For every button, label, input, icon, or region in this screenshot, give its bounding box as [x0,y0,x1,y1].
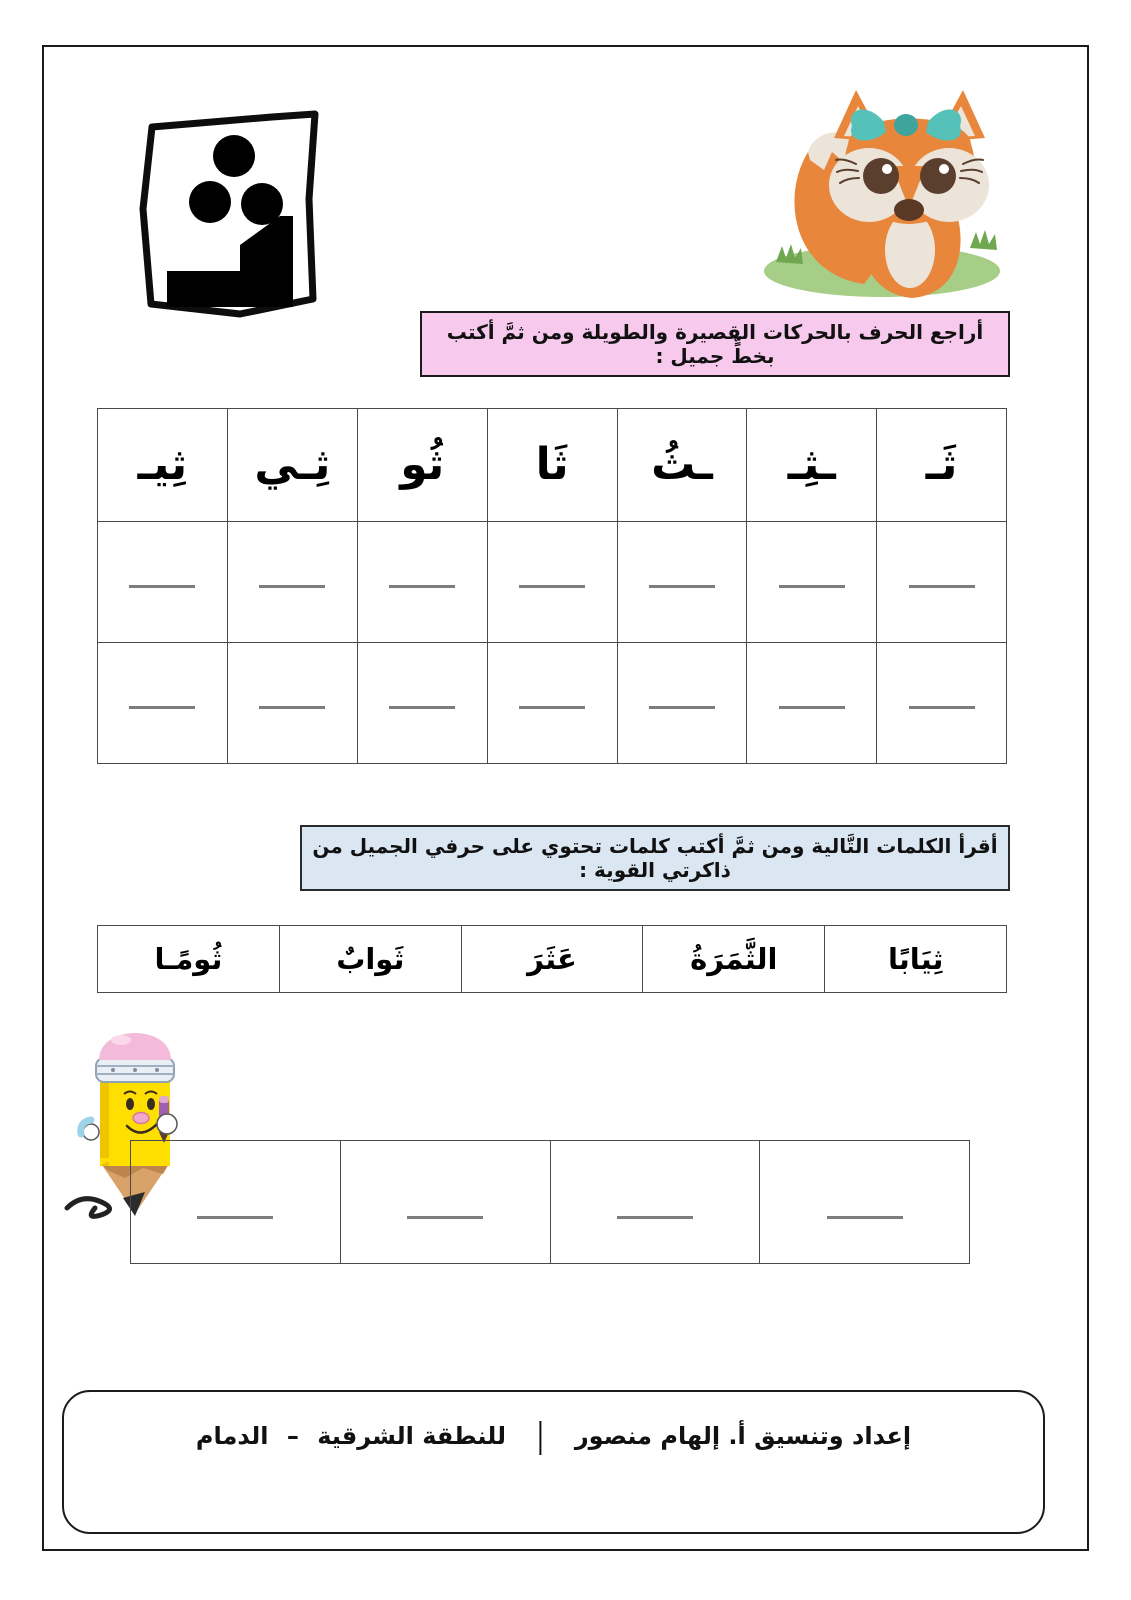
practice-cell[interactable] [877,643,1007,764]
footer-city-text: الدمام [195,1422,269,1450]
blank-line [259,705,325,709]
read-words-instruction-banner [300,825,1010,891]
practice-row-2 [98,643,1007,764]
answer-boxes-table [130,1140,970,1264]
word-cell: عَثَرَ [461,926,642,993]
letter-thaa-plaque-icon [122,103,332,331]
letter-forms-row [98,409,1007,522]
blank-line [389,705,455,709]
practice-row-1 [98,522,1007,643]
footer-region-text: للنطقة الشرقية [317,1422,507,1450]
footer-credit-box [62,1390,1045,1534]
blank-line [909,584,975,588]
answer-row [131,1141,970,1264]
blank-line [649,584,715,588]
practice-cell[interactable] [227,522,357,643]
blank-line [779,584,845,588]
read-words-instruction-text: أقرأ الكلمات التَّالية ومن ثمَّ أكتب كلمات تحتوي على حرفي الجميل من ذاكرتي القوية : [312,834,998,882]
letter-form-cell: ثَـ [877,409,1007,522]
blank-line [259,584,325,588]
review-instruction-text: أراجع الحرف بالحركات القصيرة والطويلة ومن ثمَّ أكتب بخطٍّ جميل : [446,320,984,368]
letter-form-cell: ـثُ [617,409,747,522]
fox-illustration [752,48,1012,300]
practice-cell[interactable] [357,643,487,764]
blank-line [617,1215,693,1219]
practice-cell[interactable] [487,522,617,643]
letter-form-cell: ـثِـ [747,409,877,522]
words-table [97,925,1007,993]
practice-cell[interactable] [98,643,228,764]
blank-line [649,705,715,709]
blank-line [407,1215,483,1219]
review-instruction-banner [420,311,1010,377]
practice-cell[interactable] [617,643,747,764]
word-cell: الثَّمَرَةُ [643,926,825,993]
letter-form-cell: ثَا [487,409,617,522]
practice-cell[interactable] [357,522,487,643]
practice-cell[interactable] [747,643,877,764]
answer-cell[interactable] [340,1141,550,1264]
practice-cell[interactable] [747,522,877,643]
footer-divider: | [536,1416,545,1456]
letter-form-cell: ثِـي [227,409,357,522]
practice-cell[interactable] [487,643,617,764]
blank-line [827,1215,903,1219]
blank-line [389,584,455,588]
words-row [98,926,1007,993]
answer-cell[interactable] [760,1141,970,1264]
blank-line [519,705,585,709]
answer-cell[interactable] [131,1141,341,1264]
practice-cell[interactable] [877,522,1007,643]
word-cell: ثُومًـا [98,926,280,993]
footer-credit-text: إعداد وتنسيق أ. إلهام منصور [574,1422,912,1450]
blank-line [129,705,195,709]
bow-icon [851,110,961,141]
practice-cell[interactable] [98,522,228,643]
blank-line [129,584,195,588]
letter-form-cell: ثُو [357,409,487,522]
footer-dash: – [286,1422,299,1450]
practice-cell[interactable] [227,643,357,764]
letter-forms-table [97,408,1007,764]
word-cell: ثِيَابًا [825,926,1007,993]
word-cell: ثَوابٌ [279,926,461,993]
blank-line [519,584,585,588]
blank-line [909,705,975,709]
practice-cell[interactable] [617,522,747,643]
blank-line [197,1215,273,1219]
blank-line [779,705,845,709]
letter-form-cell: ثِيـ [98,409,228,522]
answer-cell[interactable] [550,1141,760,1264]
